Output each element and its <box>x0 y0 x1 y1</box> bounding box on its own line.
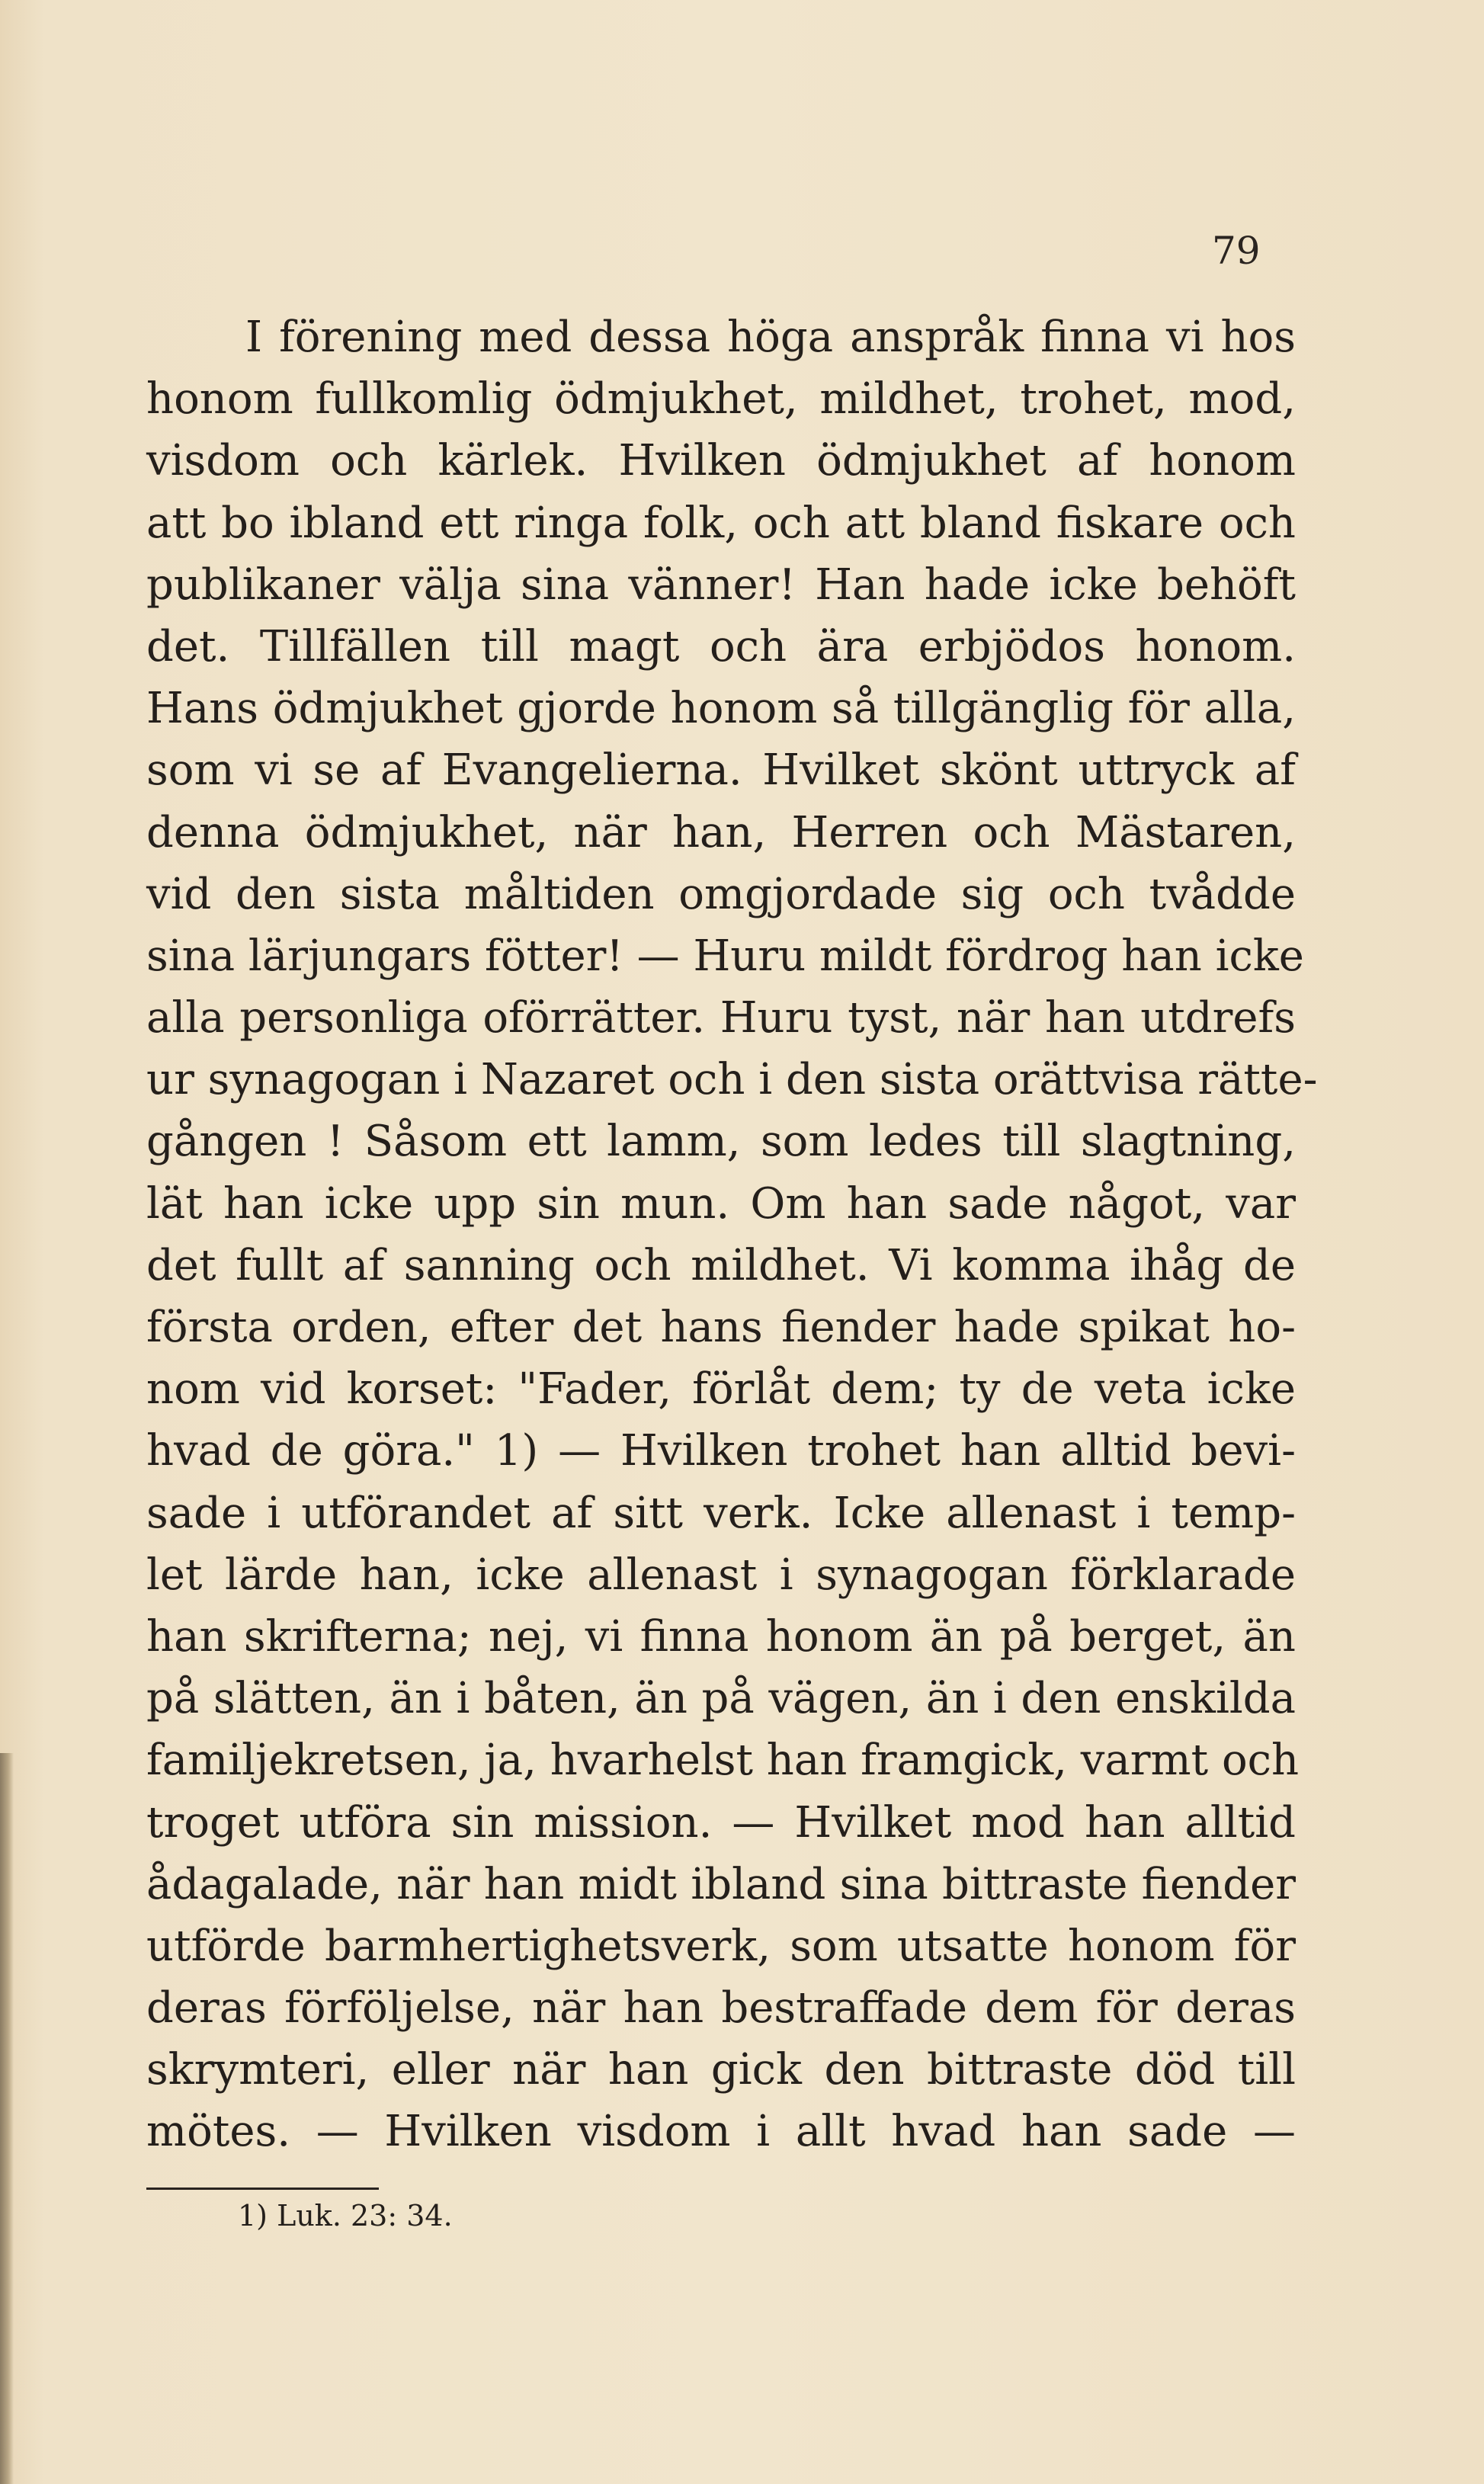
text-line: hvad de göra." 1) — Hvilken trohet han alltid bevi- <box>146 1426 1296 1476</box>
text-line: Hans ödmjukhet gjorde honom så tillgänglig för alla, <box>146 684 1296 734</box>
page-spine-shadow <box>0 1753 14 2484</box>
text-line: I förening med dessa höga anspråk finna vi hos <box>245 313 1296 362</box>
text-line: honom fullkomlig ödmjukhet, mildhet, trohet, mod, <box>146 374 1296 425</box>
text-line: det. Tillfällen till magt och ära erbjödos honom. <box>146 621 1296 671</box>
text-line: visdom och kärlek. Hvilken ödmjukhet af honom <box>146 436 1296 486</box>
body-text <box>146 306 1318 2163</box>
text-line: det fullt af sanning och mildhet. Vi komma ihåg de <box>146 1240 1296 1290</box>
text-line: sina lärjungars fötter! — Huru mildt fördrog han icke <box>146 931 1304 981</box>
footnote-rule <box>146 2188 379 2190</box>
text-line: deras förföljelse, när han bestraffade dem för deras <box>146 1983 1296 2034</box>
text-line: publikaner välja sina vänner! Han hade icke behöft <box>146 559 1296 610</box>
text-line: skrymteri, eller när han gick den bittraste död till <box>146 2045 1296 2095</box>
footnote: 1) Luk. 23: 34. <box>238 2199 453 2232</box>
text-line: denna ödmjukhet, när han, Herren och Mästaren, <box>146 807 1296 857</box>
text-line: ådagalade, när han midt ibland sina bittraste fiender <box>146 1859 1296 1909</box>
text-line: vid den sista måltiden omgjordade sig och tvådde <box>146 869 1296 919</box>
page-number: 79 <box>1212 229 1261 273</box>
text-line: första orden, efter det hans fiender hade spikat ho- <box>146 1303 1296 1352</box>
text-line: familjekretsen, ja, hvarhelst han framgick, varmt och <box>146 1736 1300 1786</box>
text-line: let lärde han, icke allenast i synagogan förklarade <box>146 1550 1296 1600</box>
text-line: gången ! Såsom ett lamm, som ledes till slagtning, <box>146 1117 1296 1167</box>
text-line: ur synagogan i Nazaret och i den sista orättvisa rätte- <box>146 1055 1318 1105</box>
text-line: utförde barmhertighetsverk, som utsatte honom för <box>146 1921 1296 1971</box>
text-line: på slätten, än i båten, än på vägen, än i den enskilda <box>146 1674 1296 1724</box>
text-line: troget utföra sin mission. — Hvilket mod han alltid <box>146 1797 1296 1848</box>
text-line: att bo ibland ett ringa folk, och att bland fiskare och <box>146 498 1296 548</box>
text-line: nom vid korset: "Fader, förlåt dem; ty de veta icke <box>146 1364 1296 1415</box>
text-line: alla personliga oförrätter. Huru tyst, när han utdrefs <box>146 993 1296 1043</box>
text-line: lät han icke upp sin mun. Om han sade något, var <box>146 1178 1296 1229</box>
text-line-last: mötes. — Hvilken visdom i allt hvad han sade — <box>146 2107 1296 2157</box>
text-line: som vi se af Evangelierna. Hvilket skönt uttryck af <box>146 745 1296 796</box>
text-line: han skrifterna; nej, vi finna honom än på berget, än <box>146 1611 1296 1662</box>
text-line: sade i utförandet af sitt verk. Icke allenast i temp- <box>146 1488 1296 1538</box>
